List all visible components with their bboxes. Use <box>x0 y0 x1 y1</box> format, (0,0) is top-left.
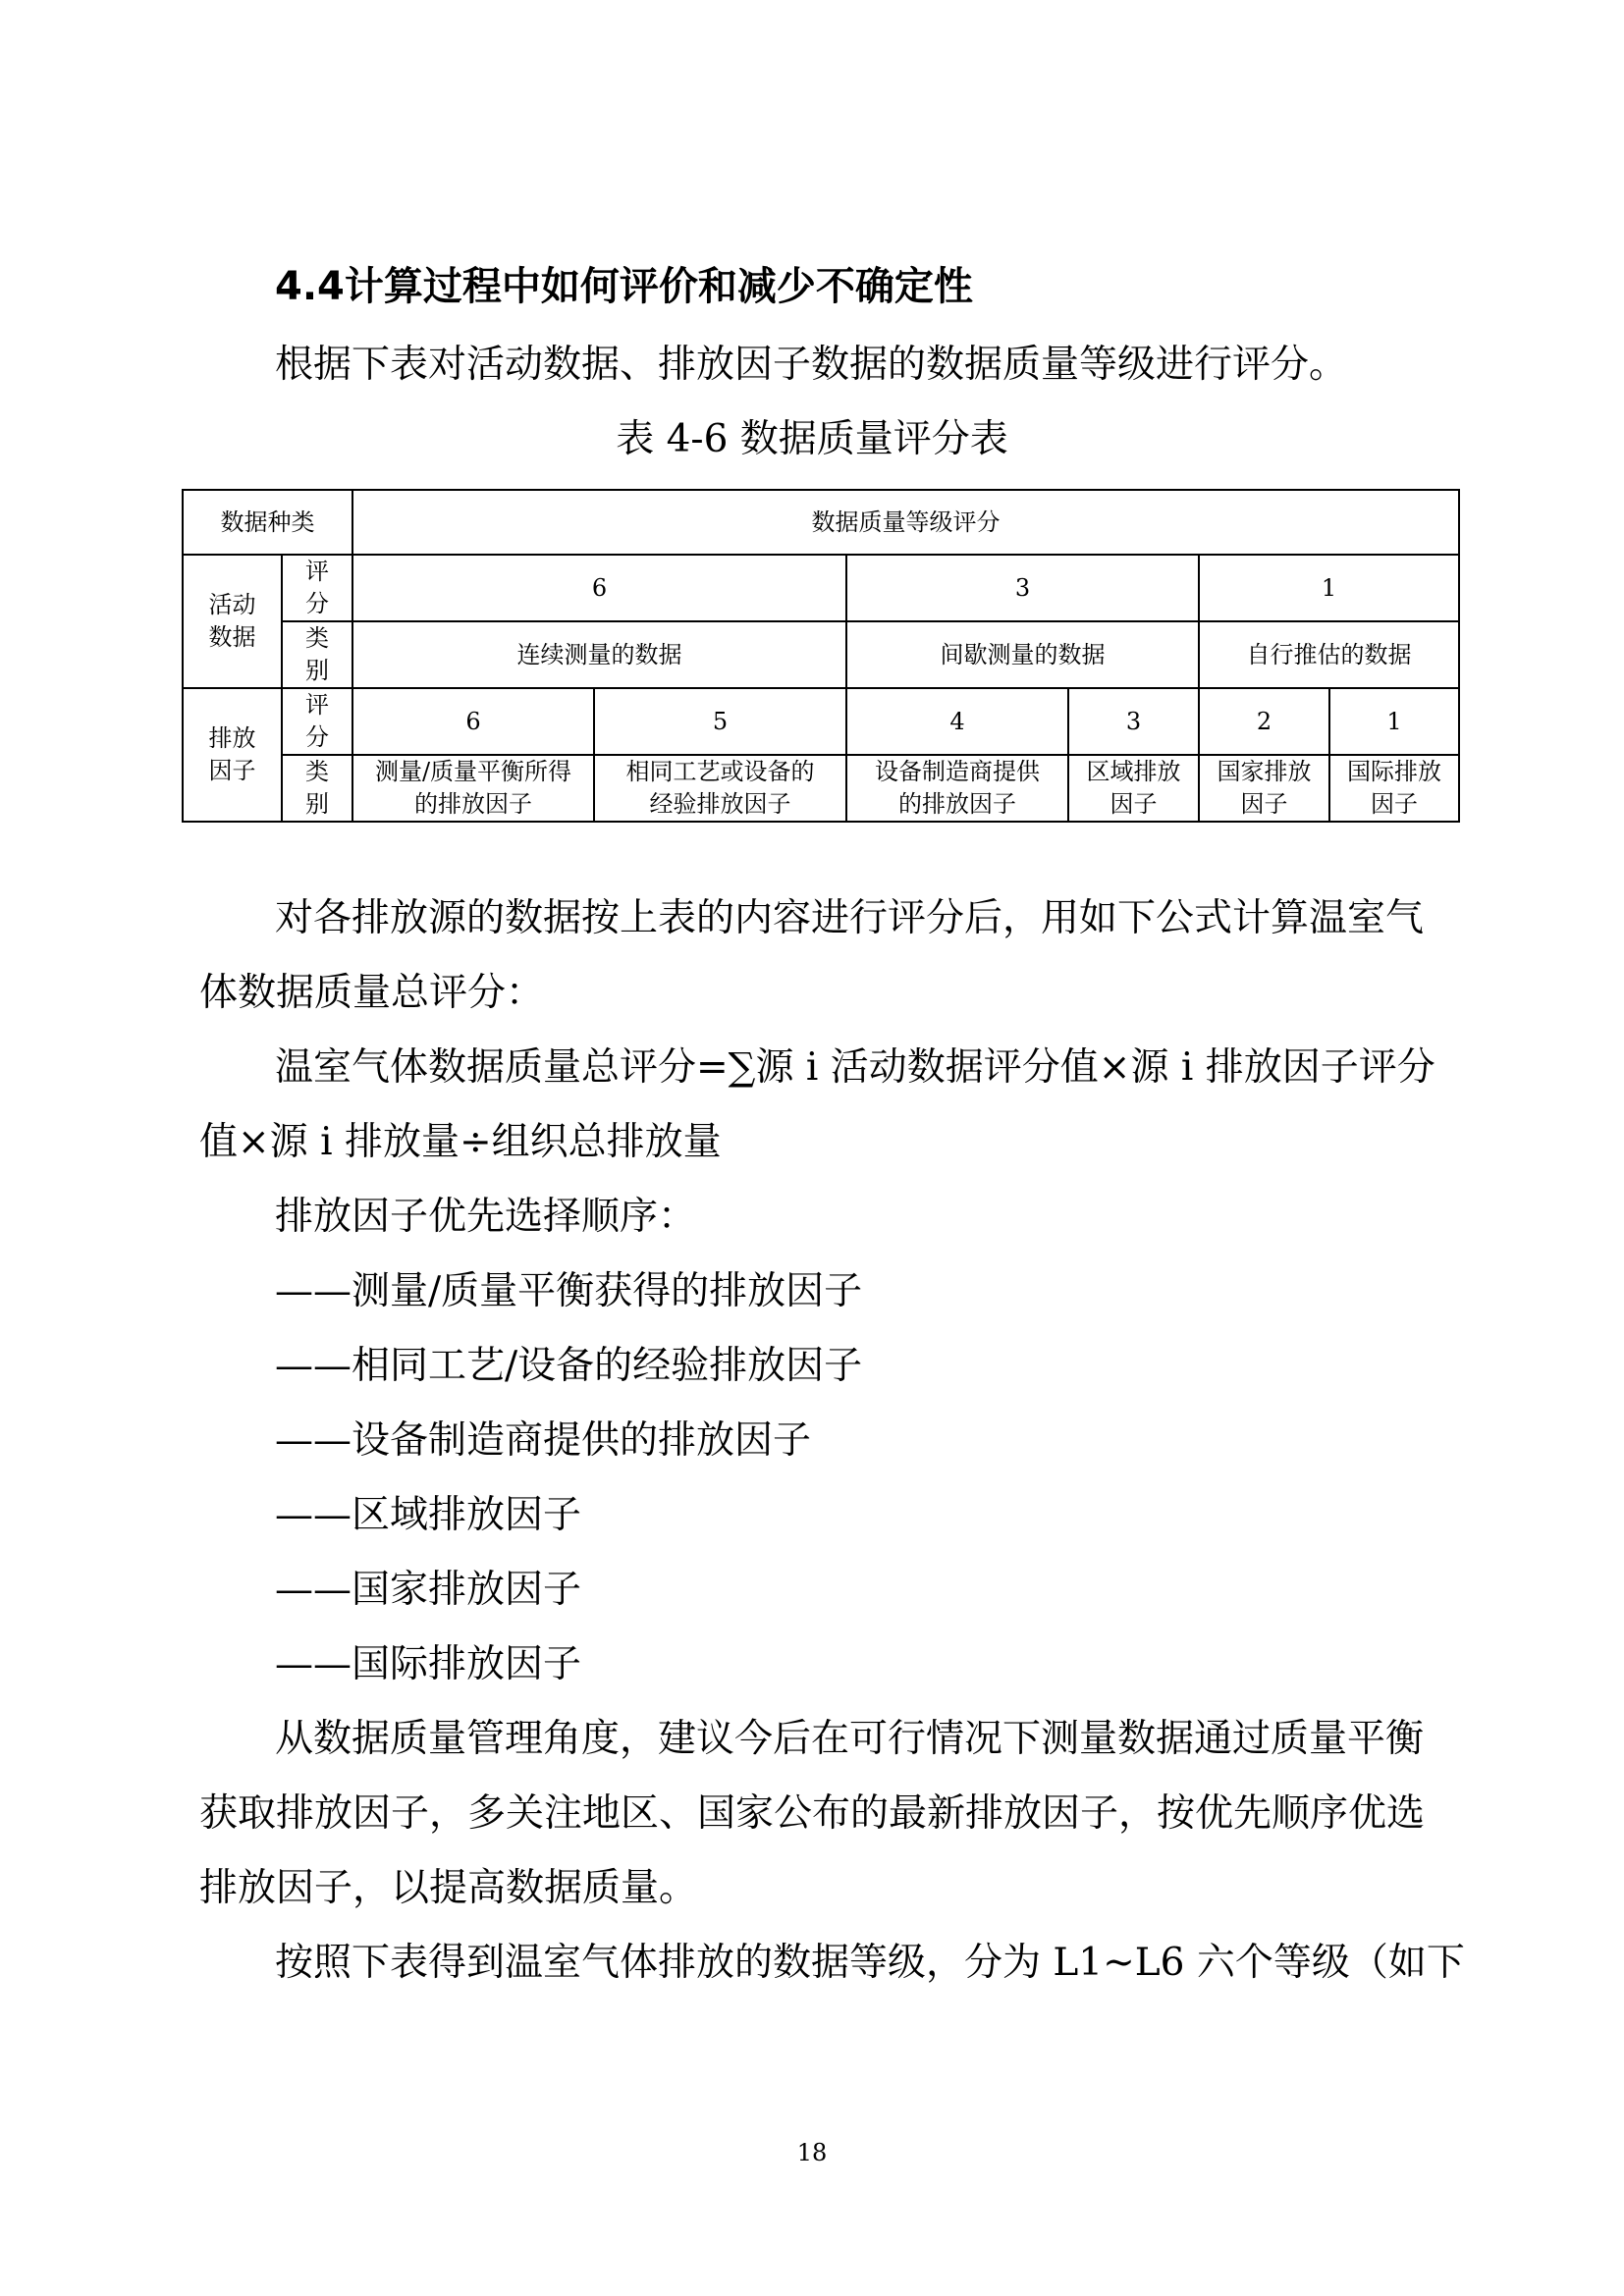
intro-paragraph: 根据下表对活动数据、排放因子数据的数据质量等级进行评分。 <box>275 343 1348 387</box>
emission-category-cell: 国家排放 因子 <box>1199 755 1329 822</box>
emission-category-cell: 测量/质量平衡所得 的排放因子 <box>352 755 594 822</box>
emission-factor-label: 排放 因子 <box>183 688 282 822</box>
priority-list-item: ——测量/质量平衡获得的排放因子 <box>275 1269 863 1313</box>
body-text-line: 体数据质量总评分： <box>199 971 545 1015</box>
emission-category-cell: 区域排放 因子 <box>1068 755 1199 822</box>
formula-line: 温室气体数据质量总评分=∑源 i 活动数据评分值×源 i 排放因子评分 <box>275 1045 1435 1090</box>
emission-score-cell: 3 <box>1068 688 1199 755</box>
formula-line: 值×源 i 排放量÷组织总排放量 <box>199 1120 722 1164</box>
emission-category-label: 类 别 <box>282 755 352 822</box>
priority-list-item: ——区域排放因子 <box>275 1493 582 1537</box>
priority-intro: 排放因子优先选择顺序： <box>275 1195 697 1239</box>
activity-score-cell: 1 <box>1199 555 1459 621</box>
body-text-line: 按照下表得到温室气体排放的数据等级，分为 L1~L6 六个等级（如下 <box>275 1941 1465 1985</box>
activity-category-cell: 间歇测量的数据 <box>846 621 1199 688</box>
emission-category-cell: 相同工艺或设备的 经验排放因子 <box>594 755 846 822</box>
body-text-line: 从数据质量管理角度，建议今后在可行情况下测量数据通过质量平衡 <box>275 1717 1425 1761</box>
emission-category-cell: 国际排放 因子 <box>1329 755 1459 822</box>
header-data-type: 数据种类 <box>183 490 352 555</box>
body-text-line: 对各排放源的数据按上表的内容进行评分后，用如下公式计算温室气 <box>275 896 1425 940</box>
priority-list-item: ——设备制造商提供的排放因子 <box>275 1418 812 1463</box>
activity-category-row <box>183 621 1459 688</box>
emission-score-cell: 6 <box>352 688 594 755</box>
activity-category-cell: 连续测量的数据 <box>352 621 846 688</box>
table-header-row <box>183 490 1459 555</box>
header-quality-rating: 数据质量等级评分 <box>352 490 1459 555</box>
body-text-line: 排放因子，以提高数据质量。 <box>199 1866 698 1910</box>
emission-score-label: 评 分 <box>282 688 352 755</box>
emission-category-row <box>183 755 1459 822</box>
activity-category-label: 类 别 <box>282 621 352 688</box>
body-text-line: 获取排放因子，多关注地区、国家公布的最新排放因子，按优先顺序优选 <box>199 1791 1426 1836</box>
activity-category-cell: 自行推估的数据 <box>1199 621 1459 688</box>
emission-category-cell: 设备制造商提供 的排放因子 <box>846 755 1068 822</box>
priority-list-item: ——国际排放因子 <box>275 1642 582 1686</box>
emission-score-cell: 1 <box>1329 688 1459 755</box>
emission-score-cell: 5 <box>594 688 846 755</box>
activity-score-cell: 3 <box>846 555 1199 621</box>
data-quality-table <box>182 489 1460 823</box>
section-heading: 4.4计算过程中如何评价和减少不确定性 <box>275 264 973 309</box>
emission-score-cell: 4 <box>846 688 1068 755</box>
activity-score-row <box>183 555 1459 621</box>
emission-score-row <box>183 688 1459 755</box>
table-caption: 表 4-6 数据质量评分表 <box>616 417 1008 461</box>
priority-list-item: ——国家排放因子 <box>275 1568 582 1612</box>
activity-data-label: 活动 数据 <box>183 555 282 688</box>
emission-score-cell: 2 <box>1199 688 1329 755</box>
activity-score-cell: 6 <box>352 555 846 621</box>
activity-score-label: 评 分 <box>282 555 352 621</box>
priority-list-item: ——相同工艺/设备的经验排放因子 <box>275 1344 863 1388</box>
page-number: 18 <box>796 2139 828 2166</box>
